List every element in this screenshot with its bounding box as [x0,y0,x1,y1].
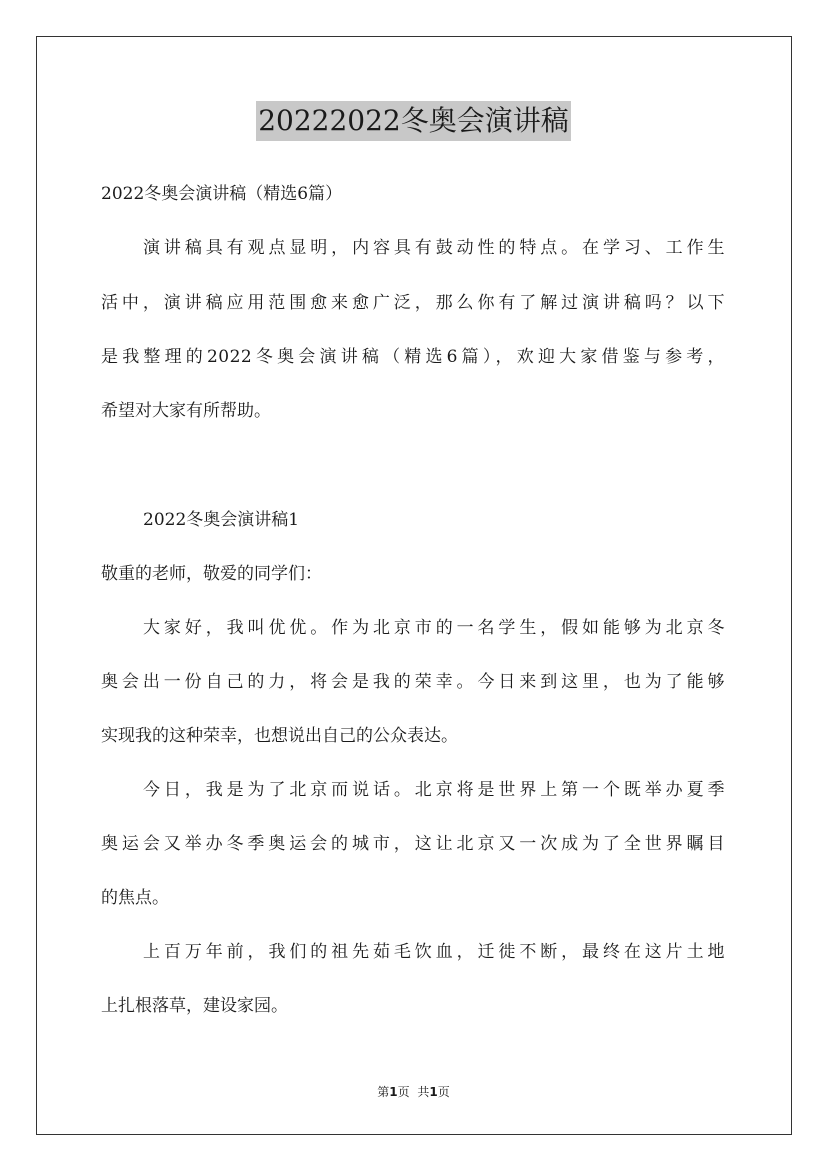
page-suffix: 页 [397,1085,410,1099]
paragraph-line: 上扎根落草，建设家园。 [101,996,288,1016]
page-number: 1 [389,1085,398,1099]
salutation: 敬重的老师，敬爱的同学们： [101,564,322,584]
paragraph-line: 奥会出一份自己的力，将会是我的荣幸。今日来到这里，也为了能够 [101,672,725,692]
intro-line: 希望对大家有所帮助。 [101,401,271,421]
total-prefix: 共 [417,1085,430,1099]
paragraph-line: 的焦点。 [101,888,169,908]
page-prefix: 第 [377,1085,390,1099]
paragraph-line: 上百万年前，我们的祖先茹毛饮血，迁徙不断，最终在这片土地 [143,942,725,962]
section-heading: 2022冬奥会演讲稿1 [143,510,300,530]
paragraph-line: 今日，我是为了北京而说话。北京将是世界上第一个既举办夏季 [143,780,725,800]
paragraph-line: 奥运会又举办冬季奥运会的城市，这让北京又一次成为了全世界瞩目 [101,834,725,854]
intro-line: 是我整理的2022冬奥会演讲稿（精选6篇），欢迎大家借鉴与参考， [101,347,725,367]
intro-line: 演讲稿具有观点显明，内容具有鼓动性的特点。在学习、工作生 [143,238,725,258]
paragraph-line: 实现我的这种荣幸，也想说出自己的公众表达。 [101,726,458,746]
intro-line: 活中，演讲稿应用范围愈来愈广泛，那么你有了解过演讲稿吗？以下 [101,293,725,313]
page-footer [0,1083,827,1101]
total-suffix: 页 [437,1085,450,1099]
paragraph-line: 大家好，我叫优优。作为北京市的一名学生，假如能够为北京冬 [143,618,725,638]
title-container [0,101,827,141]
total-pages: 1 [429,1085,438,1099]
document-subtitle: 2022冬奥会演讲稿（精选6篇） [101,184,343,204]
document-title: 20222022冬奥会演讲稿 [256,101,571,141]
